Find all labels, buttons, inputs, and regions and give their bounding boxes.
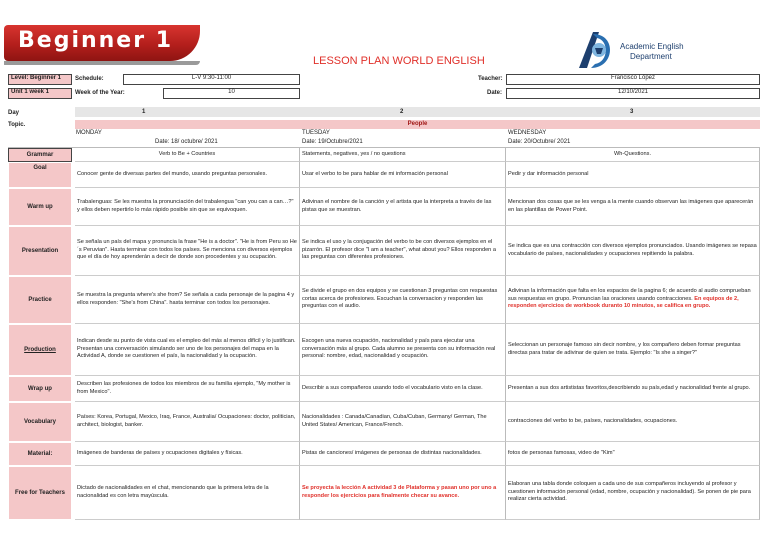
day-date-wednesday: Date: 20/Octubre/ 2021	[508, 139, 571, 145]
day-name-wednesday: WEDNESDAY	[508, 130, 547, 136]
day-number-2: 2	[400, 109, 404, 115]
material-monday: Imágenes de banderas de países y ocupaciones digitales y físicas.	[75, 442, 300, 466]
department-logo	[575, 28, 685, 74]
topic-value: People	[75, 120, 760, 129]
row-label-wrap-up: Wrap up	[8, 376, 72, 402]
week-label: Week of the Year:	[75, 90, 125, 96]
day-name-monday: MONDAY	[76, 130, 102, 136]
logo-line-1: Academic English	[620, 42, 684, 51]
lesson-plan-title: LESSON PLAN WORLD ENGLISH	[313, 55, 485, 67]
row-label-vocabulary: Vocabulary	[8, 402, 72, 442]
date-value: 12/10/2021	[506, 88, 760, 99]
practice-monday: Se muestra la pregunta where's she from? Se señala a cada personaje de la pagina 4 y ellos responden: "She's from China". hasta terminar con todos los personajes.	[75, 276, 300, 324]
goal-tuesday: Usar el verbo to be para hablar de mi información personal	[300, 162, 506, 188]
level-banner	[4, 25, 200, 61]
practice-tuesday: Se divide el grupo en dos equipos y se cuestionan 3 preguntas con respuestas cortas acerca de profesiones. Escuchan la conversacion y responden las preguntas con el audio.	[300, 276, 506, 324]
grammar-wednesday: Wh-Questions.	[506, 148, 760, 162]
wrapup-tuesday: Describir a sus compañeros usando todo el vocabulario visto en la clase.	[300, 376, 506, 402]
logo-line-2: Department	[630, 52, 672, 61]
teacher-value: Francisco López	[506, 74, 760, 85]
row-label-goal: Goal	[8, 162, 72, 188]
goal-monday: Conocer gente de diversas partes del mundo, usando preguntas personales.	[75, 162, 300, 188]
vocabulary-monday: Países: Korea, Portugal, Mexico, Iraq, France, Australia/ Ocupaciones: doctor, politician, architect, biologist, banker.	[75, 402, 300, 442]
production-monday: Indican desde su punto de vista cual es el empleo del más al menos difícil y lo justifican. Presentan una conversación simulando ser uno de los personajes del mapa en la Actividad A, donde se cuestionen el país, la nacionalidad y la ocupación.	[75, 324, 300, 376]
day-date-monday: Date: 18/ octubre/ 2021	[155, 139, 218, 145]
day-name-tuesday: TUESDAY	[302, 130, 330, 136]
row-label-presentation: Presentation	[8, 226, 72, 276]
vocabulary-tuesday: Nacionalidades : Canada/Canadian, Cuba/Cuban, Germany/ German, The United States/ American, France/French.	[300, 402, 506, 442]
warmup-monday: Trabalenguas: Se les muestra la pronunciación del trabalengua "can you can a can…?" y ellos deben repertirlo lo más rápido posible sin que se equivoquen.	[75, 188, 300, 226]
wrapup-monday: Describen las profesiones de todos los miembros de su familia ejemplo, "My mother is from Mexico".	[75, 376, 300, 402]
day-date-tuesday: Date: 19/Octubre/2021	[302, 139, 363, 145]
day-number-1: 1	[142, 109, 146, 115]
production-wednesday: Seleccionan un personaje famoso sin decir nombre, y los compañero deben formar preguntas directas para tratar de adivinar de quien se trata. Ejemplo: "Is she a singer?"	[506, 324, 760, 376]
presentation-monday: Se señala un país del mapa y pronuncia la frase "He is a doctor". "He is from Peru so He´s Peruvian". Hasta terminar con todos los países. Se menciona con diversos ejemplos que el día de hoy aprenderán a decir de donde son procedentes y su ocupación.	[75, 226, 300, 276]
unit-label: Unit 1 week 1	[8, 88, 72, 99]
row-label-warm-up: Warm up	[8, 188, 72, 226]
day-row-bg	[75, 107, 760, 117]
presentation-tuesday: Se indica el uso y la conjugación del verbo to be con diversos ejemplos en el pizarrón. El profesor dice "I am a teacher", what about you? Ellos responden a las preguntas con diferentes profesiones.	[300, 226, 506, 276]
free-wednesday: Elaboran una tabla donde coloquen a cada uno de sus compañeros incluyendo al profesor y cuestionen información personal (edad, nombre, ocupación y nacionalidad). Se ponen de pie para realizar cierta actividad.	[506, 466, 760, 520]
row-label-free-for-teachers: Free for Teachers	[8, 466, 72, 520]
practice-wednesday-text: Adivinan la información que falta en los espacios de la pagina 6; de acuerdo al audio comprueban sus respuestas en grupo. Pronuncian las oraciones usando contracciones.	[508, 288, 751, 302]
row-label-material: Material:	[8, 442, 72, 466]
row-label-grammar: Grammar	[8, 148, 72, 162]
warmup-wednesday: Mencionan dos cosas que se les venga a la mente cuando observan las imágenes que aparecerán en las plantillas de Power Point.	[506, 188, 760, 226]
vocabulary-wednesday: contracciones del verbo to be, países, nacionalidades, ocupaciones.	[506, 402, 760, 442]
teacher-label: Teacher:	[478, 76, 503, 82]
topic-label: Topic.	[8, 122, 26, 128]
goal-wednesday: Pedir y dar información personal	[506, 162, 760, 188]
presentation-wednesday: Se indica que es una contracción con diversos ejemplos pronunciados. Usando imágenes se repasa vocabulario de países, nacionalidades y ocupaciones repitiendo la palabra.	[506, 226, 760, 276]
schedule-value: L-V 9:30-11:00	[123, 74, 300, 85]
grammar-tuesday: Statements, negatives, yes / no questions	[300, 148, 506, 162]
free-tuesday: Se proyecta la lección A actividad 3 de Plataforma y pasan uno por uno a responder los ejercicios para finalmente checar su avance.	[300, 466, 506, 520]
wrapup-wednesday: Presentan a sus dos artististas favoritos,describiendo su país,edad y nacionalidad frente al grupo.	[506, 376, 760, 402]
week-value: 10	[163, 88, 300, 99]
banner-title: Beginner 1	[18, 28, 174, 53]
material-wednesday: fotos de personas famosas, video de "Kim"	[506, 442, 760, 466]
practice-wednesday-highlight: En equipos de 2, responden ejercicios de workbook duranto 10 minutos, se califica en grupo.	[508, 295, 739, 310]
day-label: Day	[8, 110, 20, 116]
level-label: Level: Beginner 1	[8, 74, 72, 85]
schedule-label: Schedule:	[75, 76, 104, 82]
row-label-production: Production	[8, 324, 72, 376]
logo-emblem-icon	[575, 28, 619, 74]
warmup-tuesday: Adivinan el nombre de la canción y el artista que la interpreta a través de las pistas que se muestran.	[300, 188, 506, 226]
grammar-monday: Verb to Be + Countries	[75, 148, 300, 162]
production-tuesday: Escogen una nueva ocupación, nacionalidad y país para ejecutar una conversación más al grupo. Cada alumno se presenta con su información real personal: nombre, edad, nacionalidad y ocupación.	[300, 324, 506, 376]
row-label-practice: Practice	[8, 276, 72, 324]
practice-wednesday	[506, 276, 760, 324]
material-tuesday: Pistas de canciones/ imágenes de personas de distintas nacionalidades.	[300, 442, 506, 466]
day-number-3: 3	[630, 109, 634, 115]
free-monday: Dictado de nacionalidades en el chat, mencionando que la primera letra de la nacionalidad es con letra mayúscula.	[75, 466, 300, 520]
date-label: Date:	[487, 90, 503, 96]
